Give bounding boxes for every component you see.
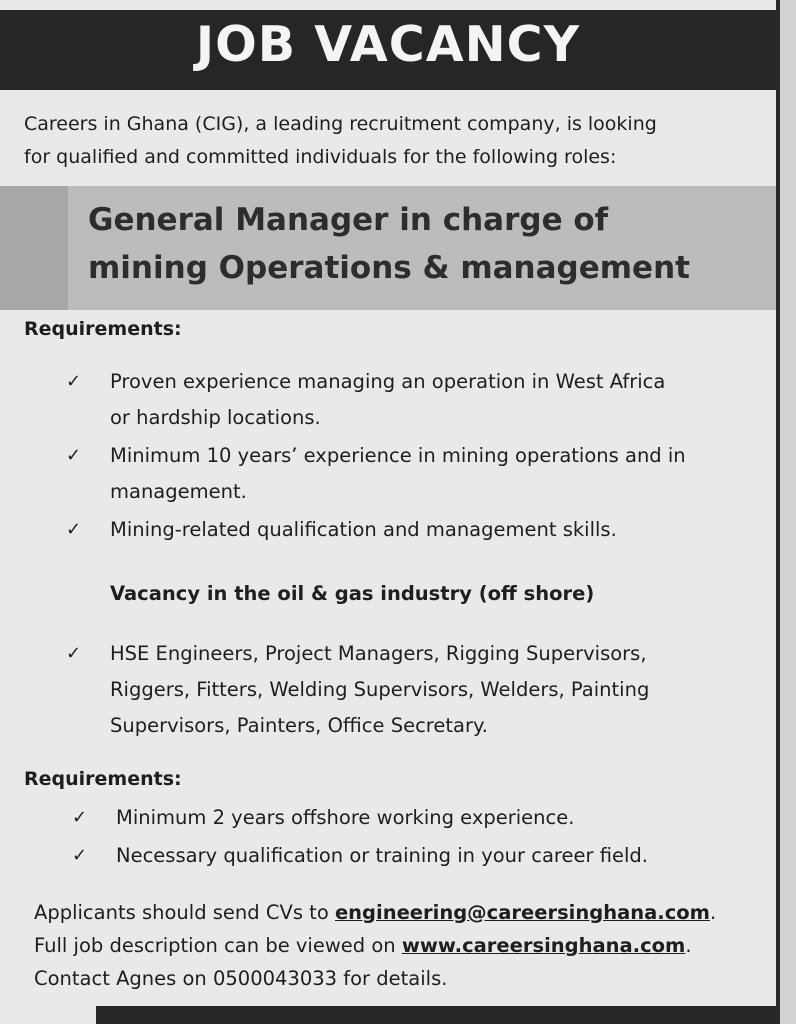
list-item-line: HSE Engineers, Project Managers, Rigging Supervisors, [110,642,647,665]
list-item [72,838,762,874]
check-icon: ✓ [72,807,88,828]
list-item-line: or hardship locations. [110,406,321,429]
role-title-line-1: General Manager in charge of [88,202,609,238]
email-link[interactable]: engineering@careersinghana.com [334,901,710,924]
check-icon: ✓ [66,371,82,392]
intro-paragraph [24,108,754,174]
check-icon: ✓ [72,845,88,866]
check-icon: ✓ [66,445,82,466]
footer-bar [96,1006,776,1024]
list-item-line: Supervisors, Painters, Office Secretary. [110,714,488,737]
oil-gas-list [66,636,756,746]
intro-line-2: for qualified and committed individuals for the following roles: [24,146,617,168]
list-item-line: Necessary qualification or training in your career field. [116,844,649,867]
contact-line-1-suffix: . [709,901,717,924]
contact-block [34,896,764,995]
list-item-line: Riggers, Fitters, Welding Supervisors, Welders, Painting [110,678,650,701]
requirements-list-1 [66,364,766,550]
contact-line-2-text: Full job description can be viewed on [34,934,402,957]
list-item-line: Minimum 2 years offshore working experience. [116,806,575,829]
list-item [72,800,762,836]
contact-line-1-text: Applicants should send CVs to [34,901,335,924]
role-title-line-2: mining Operations & management [88,250,690,286]
contact-line-2 [34,929,764,962]
check-icon: ✓ [66,643,82,664]
contact-line-1 [34,896,764,929]
requirements-heading-2: Requirements: [24,768,182,790]
oil-gas-heading: Vacancy in the oil & gas industry (off shore) [110,582,595,605]
check-icon: ✓ [66,519,82,540]
list-item-line: management. [110,480,247,503]
list-item [66,512,766,548]
header-bar [0,10,776,90]
list-item [66,364,766,436]
contact-line-3: Contact Agnes on 0500043033 for details. [34,967,448,990]
list-item-line: Proven experience managing an operation in West Africa [110,370,666,393]
list-item-line: Mining-related qualification and management skills. [110,518,617,541]
list-item-line: Minimum 10 years’ experience in mining operations and in [110,444,686,467]
list-item [66,636,756,744]
page-title: JOB VACANCY [195,16,581,73]
role-title [88,196,768,292]
website-link[interactable]: www.careersinghana.com [401,934,686,957]
requirements-heading-1: Requirements: [24,318,182,340]
requirements-list-2 [72,800,762,876]
list-item [66,438,766,510]
intro-line-1: Careers in Ghana (CIG), a leading recruitment company, is looking [24,113,657,135]
contact-line-2-suffix: . [685,934,692,957]
